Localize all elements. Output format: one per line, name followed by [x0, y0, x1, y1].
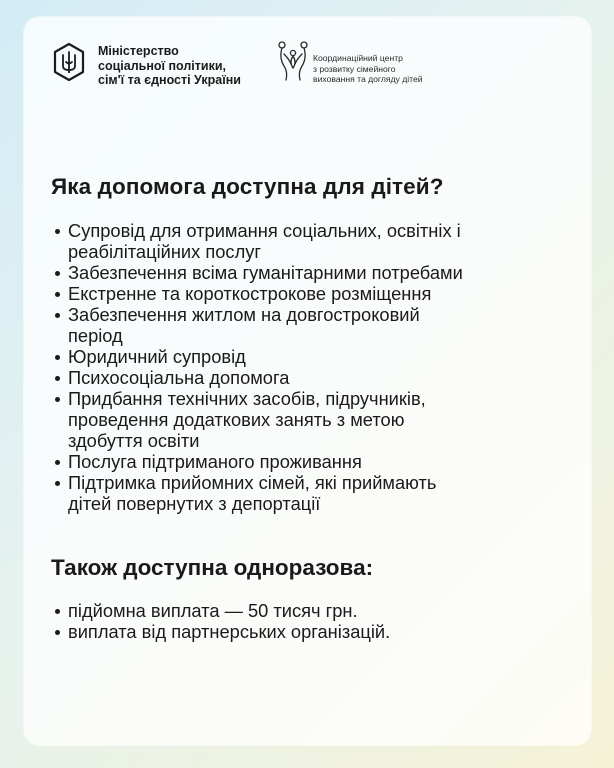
- list-item: [55, 621, 390, 642]
- list-item-line: Придбання технічних засобів, підручників,: [68, 388, 426, 409]
- bullet-icon: [55, 229, 60, 234]
- list-item-line: Психосоціальна допомога: [68, 367, 290, 388]
- center-name-line: з розвитку сімейного: [313, 63, 396, 74]
- list-item-line: Екстренне та короткострокове розміщення: [68, 283, 432, 304]
- bullet-icon: [55, 630, 60, 635]
- center-name-line: Координаційний центр: [313, 53, 403, 63]
- list-item: [55, 600, 390, 621]
- list-item-line: реабілітаційних послуг: [68, 241, 262, 262]
- list-item-line: Послуга підтриманого проживання: [68, 451, 362, 472]
- list-item-line: Забезпечення житлом на довгостроковий: [68, 304, 420, 325]
- list-item: [55, 367, 463, 388]
- list-item: [55, 220, 463, 262]
- ministry-name: [98, 44, 241, 88]
- list-item-line: виплата від партнерських організацій.: [68, 621, 391, 642]
- center-name-line: виховання та догляду дітей: [313, 74, 423, 84]
- bullet-icon: [55, 609, 60, 614]
- bullet-icon: [55, 460, 60, 465]
- help-list: [55, 220, 463, 514]
- header: [48, 38, 568, 98]
- coordination-center-name: [313, 53, 423, 85]
- bullet-icon: [55, 313, 60, 318]
- list-item: [55, 388, 463, 451]
- list-item-line: Супровід для отримання соціальних, освітніх і: [68, 220, 461, 241]
- list-item: [55, 472, 463, 514]
- family-figures-icon: [276, 40, 310, 82]
- list-item-line: Забезпечення всіма гуманітарними потребами: [68, 262, 463, 283]
- list-item-line: Підтримка прийомних сімей, які приймають: [68, 472, 437, 493]
- bullet-icon: [55, 355, 60, 360]
- heading-one-time-payment: Також доступна одноразова:: [51, 555, 374, 580]
- list-item: [55, 451, 463, 472]
- bullet-icon: [55, 397, 60, 402]
- trident-hexagon-icon: [53, 42, 85, 82]
- bullet-icon: [55, 376, 60, 381]
- list-item: [55, 346, 463, 367]
- one-time-list: [55, 600, 390, 642]
- bullet-icon: [55, 292, 60, 297]
- list-item-line: Юридичний супровід: [68, 346, 246, 367]
- list-item-line: період: [68, 325, 123, 346]
- heading-child-help: Яка допомога доступна для дітей?: [51, 174, 444, 199]
- bullet-icon: [55, 271, 60, 276]
- list-item: [55, 283, 463, 304]
- ministry-name-line: соціальної політики,: [98, 58, 227, 73]
- list-item-line: підйомна виплата — 50 тисяч грн.: [68, 600, 358, 621]
- list-item-line: здобуття освіти: [68, 430, 200, 451]
- ministry-name-line: Міністерство: [98, 44, 179, 58]
- list-item: [55, 304, 463, 346]
- list-item-line: дітей повернутих з депортації: [68, 493, 321, 514]
- list-item-line: проведення додаткових занять з метою: [68, 409, 405, 430]
- list-item: [55, 262, 463, 283]
- bullet-icon: [55, 481, 60, 486]
- ministry-name-line: сім'ї та єдності України: [98, 73, 241, 87]
